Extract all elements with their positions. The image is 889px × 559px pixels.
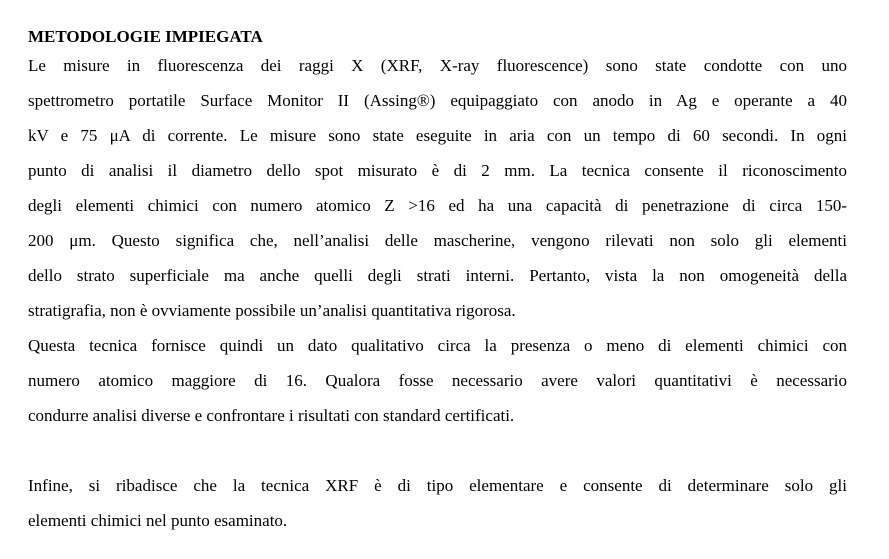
document-page [28, 26, 847, 538]
text-line: stratigrafia, non è ovviamente possibile un’analisi quantitativa rigorosa. [28, 301, 516, 320]
text-line: dello strato superficiale ma anche quelli degli strati interni. Pertanto, vista la non omogeneità della [28, 266, 847, 285]
paragraph-3 [28, 468, 847, 538]
text-line: Questa tecnica fornisce quindi un dato qualitativo circa la presenza o meno di elementi chimici con [28, 336, 847, 355]
text-line: spettrometro portatile Surface Monitor II (Assing®) equipaggiato con anodo in Ag e operante a 40 [28, 91, 847, 110]
text-line: elementi chimici nel punto esaminato. [28, 511, 288, 530]
paragraph-2 [28, 328, 847, 433]
section-heading: METODOLOGIE IMPIEGATA [28, 27, 263, 46]
text-line: 200 μm. Questo significa che, nell’analisi delle mascherine, vengono rilevati non solo gli elementi [28, 231, 847, 250]
text-line: Le misure in fluorescenza dei raggi X (XRF, X-ray fluorescence) sono state condotte con uno [28, 56, 847, 75]
paragraph-1 [28, 48, 847, 328]
text-line: Infine, si ribadisce che la tecnica XRF è di tipo elementare e consente di determinare solo gli [28, 476, 847, 495]
text-line: numero atomico maggiore di 16. Qualora fosse necessario avere valori quantitativi è necessario [28, 371, 847, 390]
text-line: kV e 75 μA di corrente. Le misure sono state eseguite in aria con un tempo di 60 secondi. In ogni [28, 126, 847, 145]
text-line: punto di analisi il diametro dello spot misurato è di 2 mm. La tecnica consente il riconoscimento [28, 161, 847, 180]
text-line: degli elementi chimici con numero atomico Z >16 ed ha una capacità di penetrazione di circa 150- [28, 196, 847, 215]
paragraph-spacer [28, 433, 847, 468]
text-line: condurre analisi diverse e confrontare i risultati con standard certificati. [28, 406, 515, 425]
